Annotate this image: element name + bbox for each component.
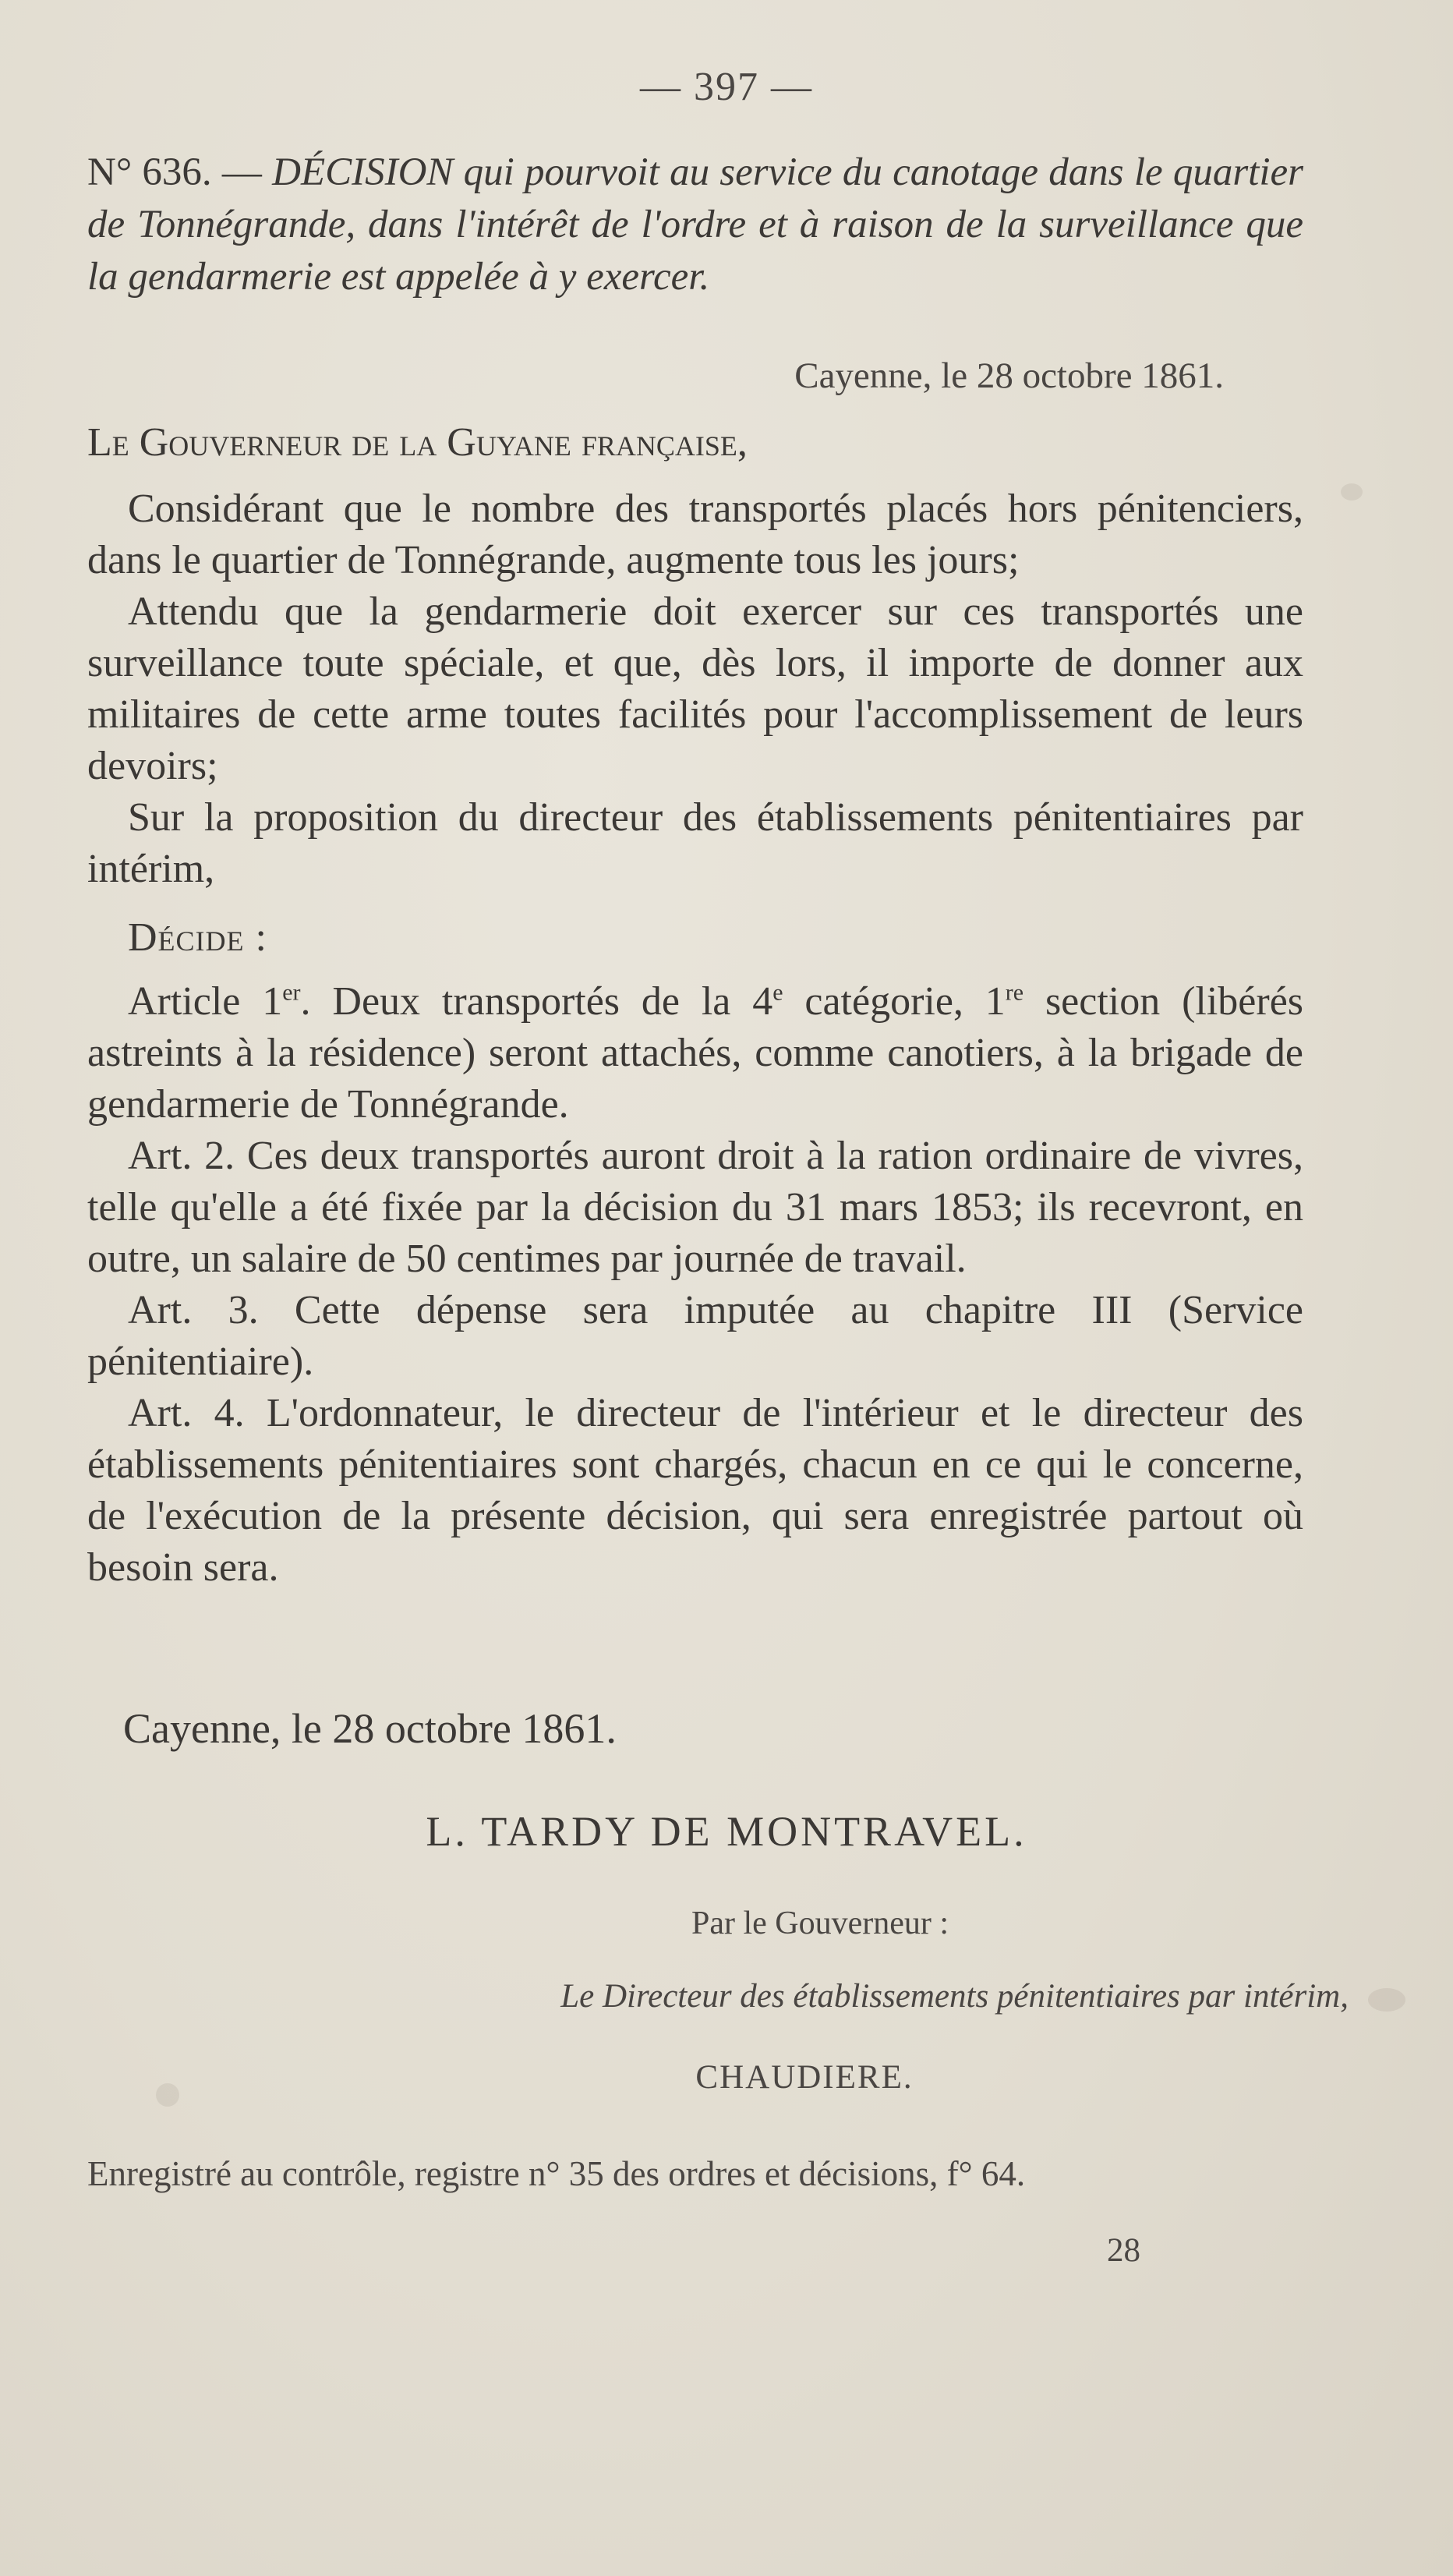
paragraph-attendu: Attendu que la gendarmerie doit exercer sur ces transportés une surveillance toute spéciale, et que, dès lors, il importe de donner aux militaires de cette arme toutes facilités pour l'accomplissement de leurs devoirs;	[87, 589, 1303, 788]
directeur-title: Le Directeur des établissements pénitentiaires par intérim,	[560, 1978, 1349, 2015]
governor-line: Le Gouverneur de la Guyane française,	[87, 420, 748, 465]
article-1-text-b: catégorie, 1	[783, 979, 1006, 1024]
par-le-gouverneur: Par le Gouverneur :	[691, 1905, 949, 1941]
article-2: Art. 2. Ces deux transportés auront droit à la ration ordinaire de vivres, telle qu'elle a été fixée par la décision du 31 mars 1853; ils recevront, en outre, un salaire de 50 centimes par journée de travail.	[87, 1134, 1303, 1281]
signature-mark: 28	[1107, 2232, 1140, 2269]
place-date-top: Cayenne, le 28 octobre 1861.	[794, 356, 1224, 396]
decide-label: Décide :	[128, 915, 267, 960]
decision-number: N° 636. —	[87, 150, 262, 194]
article-4: Art. 4. L'ordonnateur, le directeur de l'intérieur et le directeur des établissements pénitentiaires sont chargés, chacun en ce qui le concerne, de l'exécution de la présente décision, qui sera enregistrée partout où besoin sera.	[87, 1391, 1303, 1590]
registration-note: Enregistré au contrôle, registre n° 35 des ordres et décisions, f° 64.	[87, 2154, 1026, 2193]
decision-heading	[87, 147, 1303, 303]
decision-title: DÉCISION qui pourvoit au service du canotage dans le quartier de Tonnégrande, dans l'intérêt de l'ordre et à raison de la surveillance que la gendarmerie est appelée à y exercer.	[87, 150, 1304, 299]
directeur-signature: CHAUDIERE.	[695, 2059, 914, 2096]
article-1-text-c: section (libérés astreints à la résidence) seront attachés, comme canotiers, à la brigade de gendarmerie de Tonnégrande.	[87, 979, 1304, 1127]
paragraph-considerant: Considérant que le nombre des transportés placés hors pénitenciers, dans le quartier de Tonnégrande, augmente tous les jours;	[87, 487, 1303, 582]
article-3: Art. 3. Cette dépense sera imputée au chapitre III (Service pénitentiaire).	[87, 1288, 1303, 1384]
closing-date: Cayenne, le 28 octobre 1861.	[123, 1705, 617, 1752]
article-1-sup-e: e	[772, 979, 783, 1006]
article-1-label: Article 1	[128, 979, 283, 1024]
governor-signature: L. TARDY DE MONTRAVEL.	[426, 1808, 1027, 1855]
article-1-sup-re: re	[1005, 979, 1024, 1006]
paper-stain	[1368, 1988, 1405, 2012]
decision-body	[87, 483, 1303, 1594]
paragraph-sur-proposition: Sur la proposition du directeur des établissements pénitentiaires par intérim,	[87, 795, 1303, 891]
page-number: — 397 —	[640, 65, 813, 109]
article-1-text-a: . Deux transportés de la 4	[300, 979, 773, 1024]
article-1	[87, 976, 1303, 1131]
paper-stain	[1341, 483, 1363, 501]
article-1-sup: er	[282, 979, 301, 1006]
